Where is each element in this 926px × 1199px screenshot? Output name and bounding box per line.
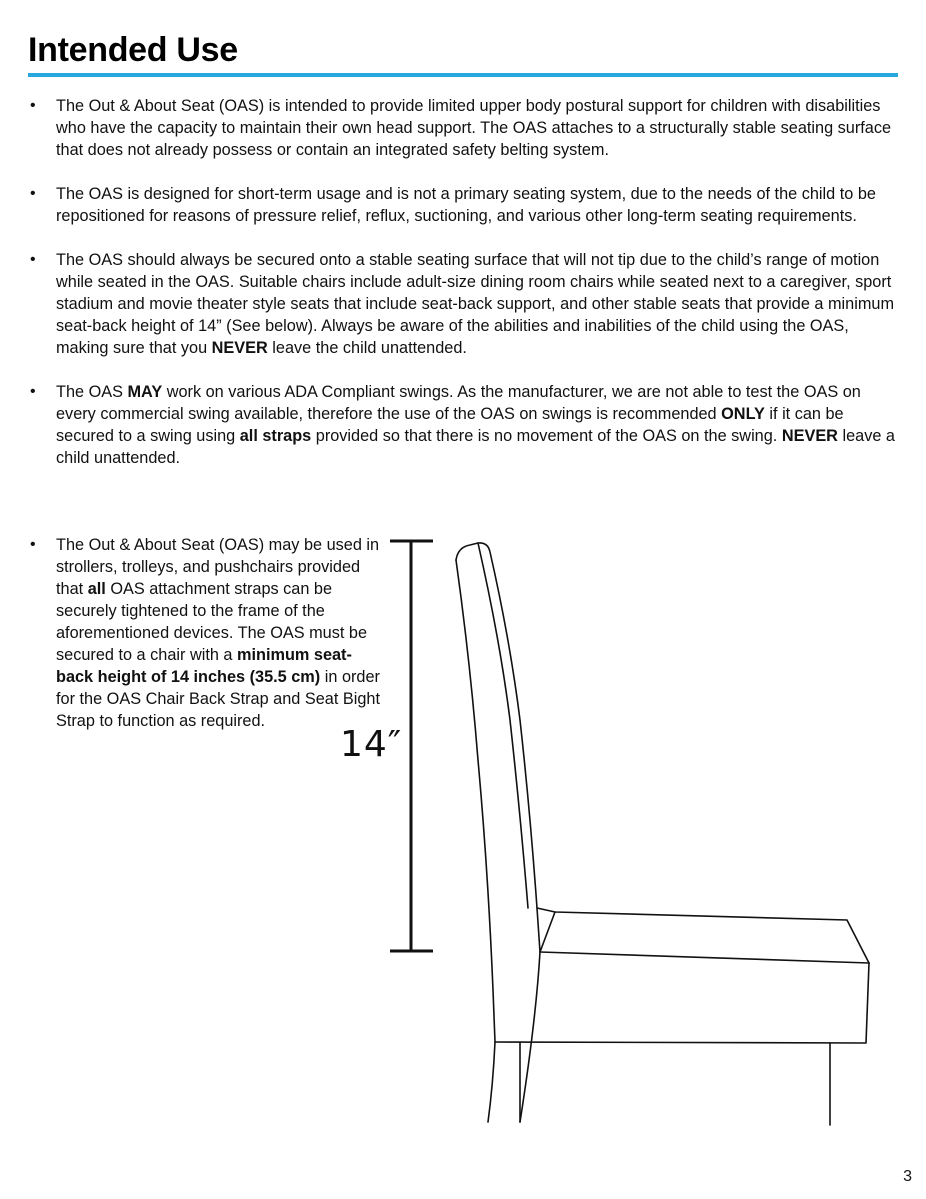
bullet-text: leave a child unattended.: [56, 427, 895, 467]
bullet-text: in order for the OAS Chair Back Strap and Seat Bight Strap to function as required.: [56, 668, 380, 730]
bullet-text: provided so that there is no movement of the OAS on the swing.: [311, 427, 782, 445]
bullet-text: work on various ADA Compliant swings. As the manufacturer, we are not able to test the OAS on every commercial swing available, therefore the use of the OAS on swings is recommended: [56, 383, 861, 423]
bullet-item-5: [0, 534, 386, 732]
bullet-emphasis: NEVER: [781, 427, 838, 445]
bullet-marker: •: [30, 97, 36, 114]
bullet-item-3: [0, 249, 896, 359]
height-label: 14″: [340, 724, 403, 765]
bullet-marker: •: [30, 251, 36, 268]
page-title: Intended Use: [28, 31, 238, 69]
bullet-text: leave the child unattended.: [267, 339, 467, 357]
bullet-emphasis: MAY: [127, 383, 163, 401]
title-underline: [28, 73, 898, 77]
bullet-text: The Out & About Seat (OAS) may be used in strollers, trolleys, and pushchairs provided that: [56, 536, 380, 598]
bullet-text: OAS attachment straps can be securely tightened to the frame of the aforementioned devices. The OAS must be secured to a chair with a: [56, 580, 368, 664]
bullet-emphasis: minimum seat-back height of 14 inches (35.5 cm): [56, 646, 352, 686]
bullet-emphasis: all straps: [239, 427, 312, 445]
bullet-text: The OAS is designed for short-term usage and is not a primary seating system, due to the needs of the child to be repositioned for reasons of pressure relief, reflux, suctioning, and various other long-term seating requirements.: [56, 185, 876, 225]
bullet-item-1: [0, 95, 896, 161]
bullet-text: The OAS: [56, 383, 128, 401]
bullet-text: if it can be secured to a swing using: [56, 405, 844, 445]
bullet-emphasis: NEVER: [211, 339, 268, 357]
bullet-text: The OAS should always be secured onto a stable seating surface that will not tip due to the child’s range of motion while seated in the OAS. Suitable chairs include adult-size dining room chairs while seated next to a caregiver, sport stadium and movie theater style seats that include seat-back support, and other stable seats that provide a minimum seat-back height of 14” (See below). Always be aware of the abilities and inabilities of the child using the OAS, making sure that you: [56, 251, 895, 357]
chair-line-drawing-icon: [456, 543, 869, 1125]
bullet-marker: •: [30, 383, 36, 400]
bullet-list: [0, 95, 926, 491]
bullet-item-2: [0, 183, 896, 227]
bullet-marker: •: [30, 536, 36, 553]
chair-illustration: [330, 530, 890, 1130]
page-number: 3: [903, 1168, 912, 1185]
bullet-text: The Out & About Seat (OAS) is intended to provide limited upper body postural support for children with disabilities who have the capacity to maintain their own head support. The OAS attaches to a structurally stable seating surface that does not already possess or contain an integrated safety belting system.: [56, 97, 892, 159]
bullet-emphasis: all: [87, 580, 106, 598]
bullet-emphasis: ONLY: [721, 405, 765, 423]
bullet-marker: •: [30, 185, 36, 202]
bullet-item-4: [0, 381, 896, 469]
